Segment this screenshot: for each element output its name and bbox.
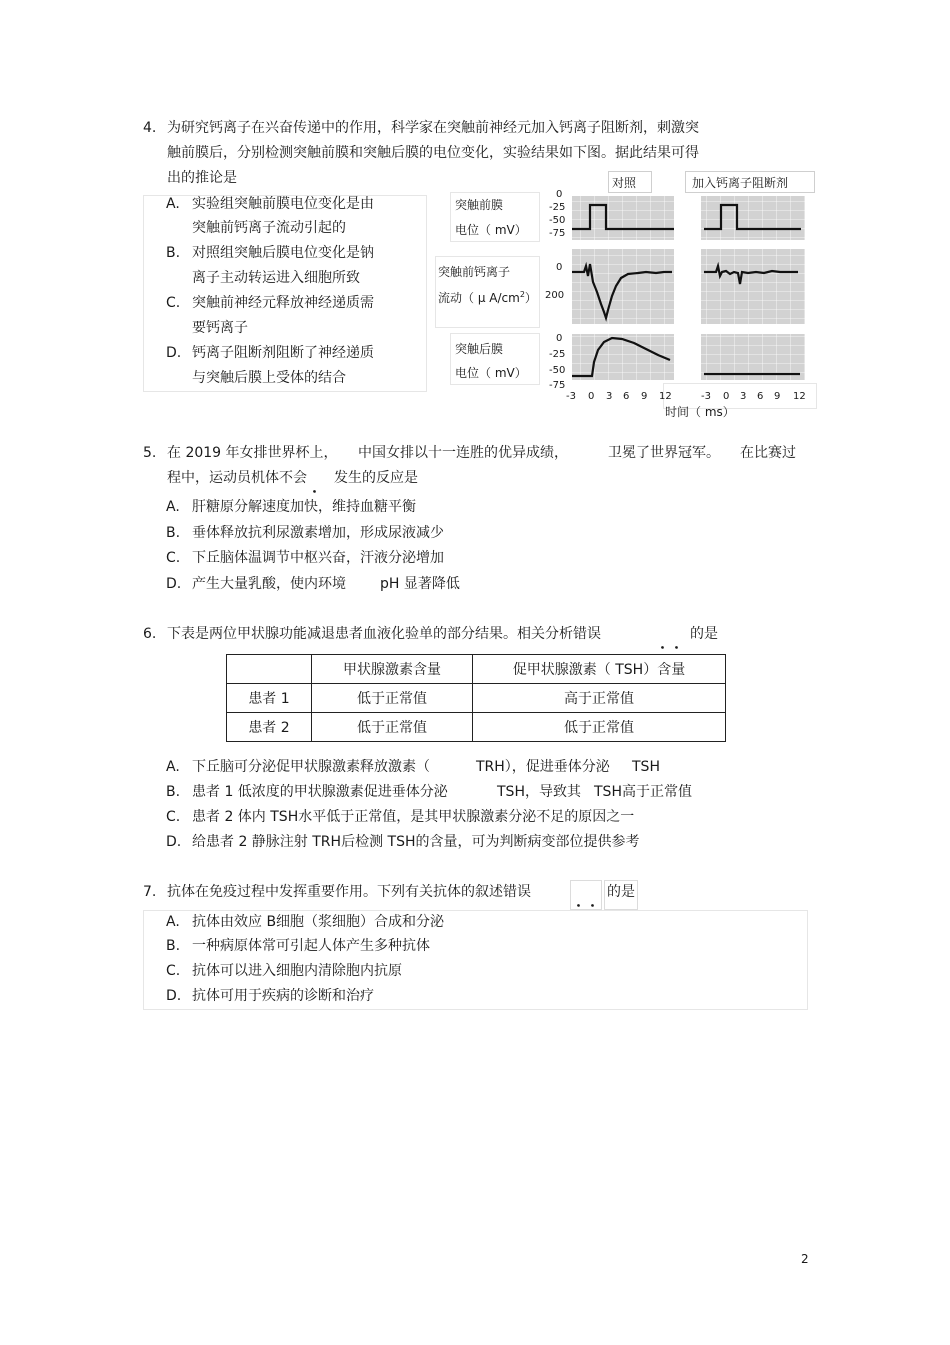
x-tick-l-5: 12 (659, 391, 672, 402)
q5-number: 5. (143, 445, 157, 461)
q5-stem-line2: 程中，运动员机体不会 (167, 470, 307, 486)
row2-label-1: 突触前钙离子 (438, 265, 511, 279)
row1-tick-0: 0 (556, 189, 563, 200)
plot-row2-control (572, 249, 674, 324)
x-axis-label: 时间（ ms） (665, 405, 735, 419)
x-tick-l-1: 0 (588, 391, 595, 402)
x-tick-l-3: 6 (623, 391, 630, 402)
q5-option-b-text: 垂体释放抗利尿激素增加，形成尿液减少 (192, 525, 444, 541)
q7-option-c-letter: C. (166, 963, 181, 979)
q7-number: 7. (143, 884, 157, 900)
q5-option-c-letter: C. (166, 550, 181, 566)
plot-row3-blocker (701, 334, 805, 380)
table-cell: 高于正常值 (473, 684, 726, 713)
q6-table (226, 654, 726, 742)
q4-option-b-letter: B. (166, 245, 181, 261)
row1-tick-3: -75 (549, 228, 566, 239)
q5-stem-part1: 在 2019 年女排世界杯上， (167, 445, 338, 461)
row1-tick-2: -50 (549, 215, 566, 226)
q6-option-c-text: 患者 2 体内 TSH水平低于正常值，是其甲状腺激素分泌不足的原因之一 (192, 809, 635, 825)
col-control-label: 对照 (612, 176, 637, 190)
plot-row2-blocker (701, 249, 805, 324)
row3-label-2: 电位（ mV） (455, 366, 527, 380)
q5-option-b-letter: B. (166, 525, 181, 541)
table-header-cell: 甲状腺激素含量 (312, 655, 473, 684)
row3-tick-1: -25 (549, 349, 566, 360)
q6-stem-end: 的是 (690, 626, 718, 642)
row3-tick-3: -75 (549, 380, 566, 391)
q6-option-b-text: 患者 1 低浓度的甲状腺激素促进垂体分泌 (192, 784, 448, 800)
row2-tick-0: 0 (556, 262, 563, 273)
q4-option-a-line1: 实验组突触前膜电位变化是由 (192, 196, 374, 212)
q6-option-b-text2: TSH，导致其 (497, 784, 581, 800)
x-tick-l-0: -3 (566, 391, 576, 402)
q5-option-c-text: 下丘脑体温调节中枢兴奋，汗液分泌增加 (192, 550, 444, 566)
q6-number: 6. (143, 626, 157, 642)
col-blocker-label: 加入钙离子阻断剂 (692, 176, 789, 190)
page-number: 2 (801, 1252, 809, 1266)
x-tick-r-4: 9 (774, 391, 781, 402)
q4-option-d-line1: 钙离子阻断剂阻断了神经递质 (192, 345, 374, 361)
q4-option-b-line2: 离子主动转运进入细胞所致 (192, 270, 360, 286)
q7-emphasis-dots: ．． (576, 891, 613, 910)
x-tick-r-3: 6 (757, 391, 764, 402)
table-cell: 低于正常值 (312, 684, 473, 713)
q6-option-b-text3: TSH高于正常值 (594, 784, 692, 800)
q5-option-d-text2: pH 显著降低 (380, 576, 460, 592)
table-row (227, 684, 726, 713)
x-tick-r-2: 3 (740, 391, 747, 402)
row3-tick-2: -50 (549, 365, 566, 376)
q6-option-d-text: 给患者 2 静脉注射 TRH后检测 TSH的含量，可为判断病变部位提供参考 (192, 834, 640, 850)
q4-option-a-line2: 突触前钙离子流动引起的 (192, 220, 346, 236)
q5-stem-part4: 在比赛过 (740, 445, 796, 461)
q4-stem-line1: 为研究钙离子在兴奋传递中的作用，科学家在突触前神经元加入钙离子阻断剂，刺激突 (167, 120, 699, 136)
q5-option-a-text: 肝糖原分解速度加快，维持血糖平衡 (192, 499, 416, 515)
row2-tick-1: 200 (545, 290, 565, 301)
table-cell: 患者 2 (227, 713, 312, 742)
q4-stem-line2: 触前膜后，分别检测突触前膜和突触后膜的电位变化，实验结果如下图。据此结果可得 (167, 145, 699, 161)
plot-row3-control (572, 334, 674, 380)
q6-option-b-letter: B. (166, 784, 181, 800)
q6-option-a-text3: TSH (632, 759, 660, 775)
row1-tick-1: -25 (549, 202, 566, 213)
row2-label-2-text: 流动（ μ A/cm (438, 291, 520, 305)
q6-option-a-letter: A. (166, 759, 180, 775)
plot-row1-control (572, 196, 674, 240)
q4-option-b-line1: 对照组突触后膜电位变化是钠 (192, 245, 374, 261)
q7-stem-end: 的是 (607, 884, 635, 900)
table-row (227, 713, 726, 742)
row3-label-1: 突触后膜 (455, 342, 504, 356)
q6-stem: 下表是两位甲状腺功能减退患者血液化验单的部分结果。相关分析错误 (167, 626, 601, 642)
plot-row1-blocker (701, 196, 805, 240)
q4-option-d-letter: D. (166, 345, 182, 361)
q6-option-d-letter: D. (166, 834, 182, 850)
q7-option-d-text: 抗体可用于疾病的诊断和治疗 (192, 988, 374, 1004)
x-tick-l-2: 3 (606, 391, 613, 402)
table-header-row (227, 655, 726, 684)
q7-option-a-text: 抗体由效应 B细胞（浆细胞）合成和分泌 (192, 914, 445, 930)
q5-stem-part3: 卫冕了世界冠军。 (608, 445, 720, 461)
q6-option-a-text: 下丘脑可分泌促甲状腺激素释放激素（ (192, 759, 430, 775)
q4-option-c-line1: 突触前神经元释放神经递质需 (192, 295, 374, 311)
q4-option-c-line2: 要钙离子 (192, 320, 248, 336)
q4-stem-line3: 出的推论是 (167, 170, 237, 186)
table-header-cell (227, 655, 312, 684)
table-header-cell: 促甲状腺激素（ TSH）含量 (473, 655, 726, 684)
row1-label-1: 突触前膜 (455, 198, 504, 212)
q5-option-d-letter: D. (166, 576, 182, 592)
x-tick-r-5: 12 (793, 391, 806, 402)
q7-option-b-text: 一种病原体常可引起人体产生多种抗体 (192, 938, 430, 954)
x-tick-r-0: -3 (701, 391, 711, 402)
q5-stem-part2: 中国女排以十一连胜的优异成绩， (358, 445, 568, 461)
q6-option-a-text2: TRH），促进垂体分泌 (476, 759, 610, 775)
q7-option-b-letter: B. (166, 938, 181, 954)
q5-emphasis-dots: ． (312, 477, 335, 496)
x-tick-r-1: 0 (723, 391, 730, 402)
table-cell: 患者 1 (227, 684, 312, 713)
q4-option-c-letter: C. (166, 295, 181, 311)
q7-stem: 抗体在免疫过程中发挥重要作用。下列有关抗体的叙述错误 (167, 884, 531, 900)
table-cell: 低于正常值 (312, 713, 473, 742)
q7-option-d-letter: D. (166, 988, 182, 1004)
row3-tick-0: 0 (556, 333, 563, 344)
row2-label-2 (438, 289, 537, 306)
row2-label-sup: 2 (519, 290, 525, 299)
q4-number: 4. (143, 120, 157, 136)
row1-label-2: 电位（ mV） (455, 223, 527, 237)
q7-option-a-letter: A. (166, 914, 180, 930)
q4-option-d-line2: 与突触后膜上受体的结合 (192, 370, 346, 386)
row2-label-close: ） (524, 291, 537, 305)
q5-option-a-letter: A. (166, 499, 180, 515)
table-cell: 低于正常值 (473, 713, 726, 742)
q6-emphasis-dots: ．． (660, 633, 697, 652)
q4-plots (566, 192, 816, 387)
q5-option-d-text: 产生大量乳酸，使内环境 (192, 576, 346, 592)
x-tick-l-4: 9 (641, 391, 648, 402)
q5-stem-line2b: 发生的反应是 (334, 470, 418, 486)
q6-option-c-letter: C. (166, 809, 181, 825)
q4-option-a-letter: A. (166, 196, 180, 212)
q7-option-c-text: 抗体可以进入细胞内清除胞内抗原 (192, 963, 402, 979)
